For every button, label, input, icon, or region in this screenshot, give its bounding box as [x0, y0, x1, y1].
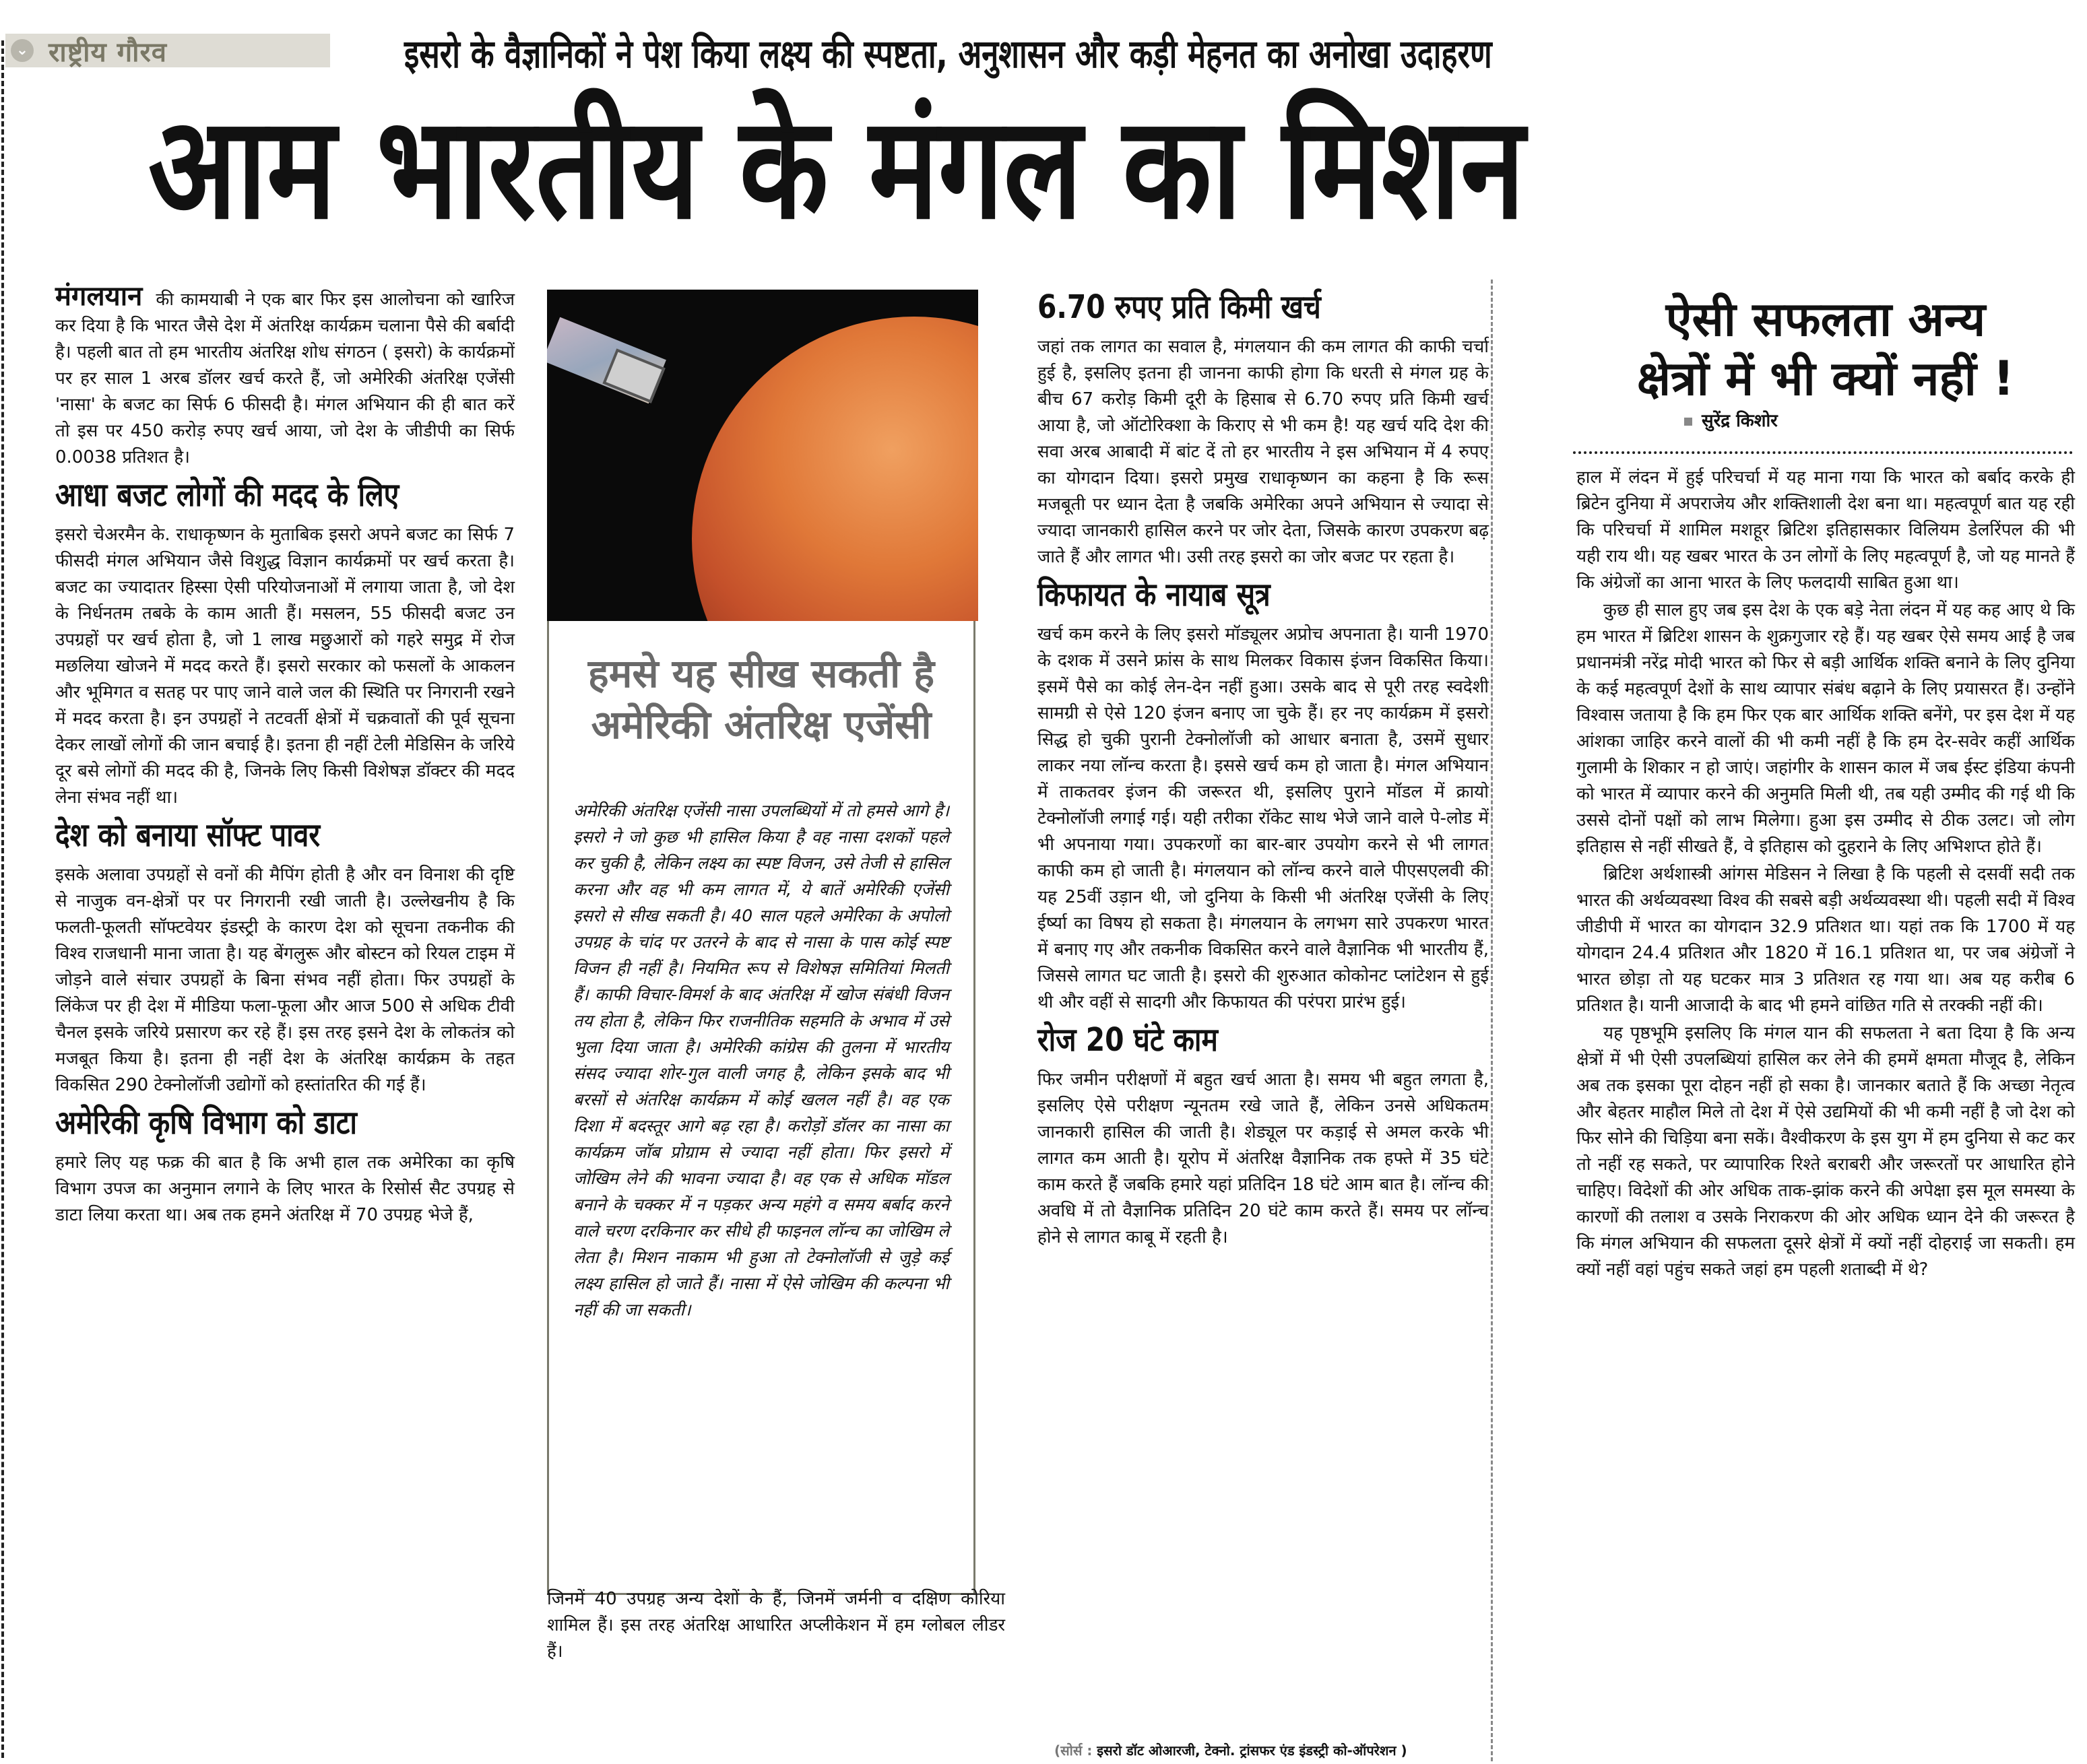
article-column-3: [1037, 283, 1489, 1252]
sidebar-title-line-2: अमेरिकी अंतरिक्ष एजेंसी: [591, 702, 932, 748]
section-body: हमारे लिए यह फक्र की बात है कि अभी हाल तक अमेरिका का कृषि विभाग उपज का अनुमान लगाने के लिए भारत के रिसोर्स सैट उपग्रह से डाटा लिया करता था। अब तक हमने अंतरिक्ष में 70 उपग्रह भेजे हैं,: [55, 1152, 515, 1225]
column-divider: [1491, 280, 1493, 1761]
opinion-title-line-2: क्षेत्रों में भी क्यों नहीं !: [1636, 351, 2015, 406]
section-heading: किफायत के नायाब सूत्र: [1037, 576, 1271, 614]
source-text: इसरो डॉट ओआरजी, टेक्नो. ट्रांसफर एंड इंडस्ट्री को-ऑपरेशन ): [1097, 1742, 1407, 1759]
lead-dropword: मंगलयान: [55, 280, 143, 312]
section-heading: आधा बजट लोगों की मदद के लिए: [55, 476, 399, 514]
opinion-title-line-1: ऐसी सफलता अन्य: [1665, 292, 1986, 347]
source-label: (सोर्स :: [1054, 1742, 1093, 1759]
section-kicker: [5, 34, 330, 67]
section-heading: 6.70 रुपए प्रति किमी खर्च: [1037, 288, 1321, 326]
section-body: फिर जमीन परीक्षणों में बहुत खर्च आता है। समय भी बहुत लगता है, इसलिए ऐसे परीक्षण न्यूनतम रखे जाते हैं, लेकिन उनसे अधिकतम जानकारी हासिल की जाती है। शेड्यूल पर कड़ाई से अमल करके भी लागत कम आती है। यूरोप में अंतरिक्ष वैज्ञानिक तक हफ्ते में 35 घंटे काम करते हैं जबकि हमारे यहां प्रतिदिन 18 घंटे आम बात है। लॉन्च की अवधि में तो वैज्ञानिक प्रतिदिन 20 घंटे काम करते हैं। समय पर लॉन्च होने से लागत काबू में रहती है।: [1037, 1070, 1489, 1247]
page-edge-rule: [1, 40, 4, 1758]
section-heading: देश को बनाया सॉफ्ट पावर: [55, 816, 321, 854]
opinion-paragraph: कुछ ही साल हुए जब इस देश के एक बड़े नेता लंदन में यह कह आए थे कि हम भारत में ब्रिटिश शासन के शुक्रगुजार रहे हैं। यह खबर ऐसे समय आई है जब प्रधानमंत्री नरेंद्र मोदी भारत को फिर से बड़ी आर्थिक शक्ति बनाने के लिए दुनिया के कई महत्वपूर्ण देशों के साथ व्यापार संबंध बढ़ाने के लिए प्रयासरत हैं। उन्होंने विश्वास जताया है कि हम फिर एक बार आर्थिक शक्ति बनेंगे, पर इस देश में यह आंशका जाहिर करने वालों की भी कमी नहीं है कि हम देर-सवेर कहीं आर्थिक गुलामी के शिकार न हो जाएं। जहांगीर के शासन काल में जब ईस्ट इंडिया कंपनी को भारत में व्यापार करने की अनुमति मिली थी, तब यही उम्मीद की गई थी कि उससे दोनों पक्षों को लाभ मिलेगा। हुआ इस उम्मीद से ठीक उलट। जो लोग इतिहास से नहीं सीखते हैं, वे इतिहास को दुहराने के लिए अभिशप्त होते हैं।: [1576, 600, 2075, 857]
sidebar-title-line-1: हमसे यह सीख सकती है: [587, 651, 935, 696]
byline-author: सुरेंद्र किशोर: [1702, 411, 1778, 431]
opinion-paragraph: हाल में लंदन में हुई परिचर्चा में यह माना गया कि भारत को बर्बाद करके ही ब्रिटेन दुनिया में अपराजेय और शक्तिशाली देश बना था। महत्वपूर्ण बात यह रही कि परिचर्चा में शामिल मशहूर ब्रिटिश इतिहासकार विलियम डेलरिंपल की भी यही राय थी। यह खबर भारत के उन लोगों के लिए महत्वपूर्ण है, जो यह मानते हैं कि अंग्रेजों का आना भारत के लिए फलदायी साबित हुआ था।: [1576, 467, 2075, 593]
opinion-paragraph: यह पृष्ठभूमि इसलिए कि मंगल यान की सफलता ने बता दिया है कि अन्य क्षेत्रों में भी ऐसी उपलब्धियां हासिल कर लेने की हममें क्षमता मौजूद है, लेकिन अब तक इसका पूरा दोहन नहीं हो सका है। जानकार बताते हैं कि अच्छा नेतृत्व और बेहतर माहौल मिले तो देश में ऐसे उद्यमियों की भी कमी नहीं है जो देश को फिर सोने की चिड़िया बना सकें। वैश्वीकरण के इस युग में हम दुनिया से कट कर तो नहीं रह सकते, पर व्यापारिक रिश्ते बराबरी और जरूरतों पर आधारित होने चाहिए। विदेशों की ओर अधिक ताक-झांक करने की अपेक्षा इस मूल समस्या के कारणों की तलाश व उसके निराकरण की ओर अधिक ध्यान देने की जरूरत है कि मंगल अभियान की सफलता दूसरे क्षेत्रों में क्यों नहीं दोहराई जा सकती। हम क्यों नहीं वहां पहुंच सकते जहां हम पहली शताब्दी में थे?: [1576, 1023, 2075, 1280]
column-1-continuation: जिनमें 40 उपग्रह अन्य देशों के हैं, जिनमें जर्मनी व दक्षिण कोरिया शामिल हैं। इस तरह अंतरिक्ष आधारित अप्लीकेशन में हम ग्लोबल लीडर हैं।: [547, 1589, 1005, 1662]
byline: [1684, 407, 1778, 432]
lead-text: की कामयाबी ने एक बार फिर इस आलोचना को खारिज कर दिया है कि भारत जैसे देश में अंतरिक्ष कार्यक्रम चलाना पैसे की बर्बादी है। पहली बात तो हम भारतीय अंतरिक्ष शोध संगठन ( इसरो) के कार्यक्रमों पर हर साल 1 अरब डॉलर खर्च करते हैं, जो अमेरिकी अंतरिक्ष एजेंसी 'नासा' के बजट का सिर्फ 6 फीसदी है। मंगल अभियान की ही बात करें तो इस पर 450 करोड़ रुपए खर्च आया, जो देश के जीडीपी का सिर्फ 0.0038 प्रतिशत है।: [55, 290, 515, 467]
section-heading: अमेरिकी कृषि विभाग को डाटा: [55, 1104, 357, 1142]
section-heading: रोज 20 घंटे काम: [1037, 1021, 1218, 1059]
bullet-square-icon: [1684, 418, 1692, 426]
section-body: इसके अलावा उपग्रहों से वनों की मैपिंग होती है और वन विनाश की दृष्टि से नाजुक वन-क्षेत्रों पर पर निगरानी रखी जाती है। उल्लेखनीय है कि फलती-फूलती सॉफ्टवेयर इंडस्ट्री के कारण देश को सूचना तकनीक की विश्व राजधानी माना जाता है। यह बेंगलुरू और बोस्टन को रियल टाइम में जोड़ने वाले संचार उपग्रहों के बिना संभव नहीं होता। फिर उपग्रहों के लिंकेज पर ही देश में मीडिया फला-फूला और आज 500 से अधिक टीवी चैनल इसके जरिये प्रसारण कर रहे हैं। इस तरह इसने देश के लोकतंत्र को मजबूत किया है। इतना ही नहीं देश के अंतरिक्ष कार्यक्रम के तहत विकसित 290 टेक्नोलॉजी उद्योगों को हस्तांतरित की गई हैं।: [55, 865, 515, 1095]
article-column-1: [55, 280, 515, 1230]
opinion-column: [1576, 465, 2075, 1284]
sidebar-body: अमेरिकी अंतरिक्ष एजेंसी नासा उपलब्धियों में तो हमसे आगे है। इसरो ने जो कुछ भी हासिल किया है वह नासा दशकों पहले कर चुकी है, लेकिन लक्ष्य का स्पष्ट विजन, उसे तेजी से हासिल करना और वह भी कम लागत में, ये बातें अमेरिकी एजेंसी इसरो से सीख सकती है। 40 साल पहले अमेरिका के अपोलो उपग्रह के चांद पर उतरने के बाद से नासा के पास कोई स्पष्ट विजन ही नहीं है। नियमित रूप से विशेषज्ञ समितियां मिलती हैं। काफी विचार-विमर्श के बाद अंतरिक्ष में खोज संबंधी विजन तय होता है, लेकिन फिर राजनीतिक सहमति के अभाव में उसे भुला दिया जाता है। अमेरिकी कांग्रेस की तुलना में भारतीय संसद ज्यादा शोर-गुल वाली जगह है, लेकिन इसके बाद भी बरसों से अंतरिक्ष कार्यक्रम में कोई खलल नहीं है। वह एक दिशा में बदस्तूर आगे बढ़ रहा है। करोड़ों डॉलर का नासा का कार्यक्रम जॉब प्रोग्राम से ज्यादा नहीं होता। फिर इसरो में जोखिम लेने की भावना ज्यादा है। वह एक से अधिक मॉडल बनाने के चक्कर में न पड़कर अन्य महंगे व समय बर्बाद करने वाले चरण दरकिनार कर सीधे ही फाइनल लॉन्च का जोखिम ले लेता है। मिशन नाकाम भी हुआ तो टेक्नोलॉजी से जुड़े कई लक्ष्य हासिल हो जाते हैं। नासा में ऐसे जोखिम की कल्पना भी नहीं की जा सकती।: [573, 801, 949, 1319]
dotted-rule: [1573, 451, 2073, 454]
headline: आम भारतीय के मंगल का मिशन: [148, 86, 1525, 251]
chevron-down-icon: ⌄: [11, 39, 34, 62]
subheadline: इसरो के वैज्ञानिकों ने पेश किया लक्ष्य की स्पष्टता, अनुशासन और कड़ी मेहनत का अनोखा उदाहरण: [404, 31, 1492, 77]
section-kicker-label: राष्ट्रीय गौरव: [49, 36, 168, 68]
lead-paragraph: [55, 280, 515, 471]
section-body: इसरो चेअरमैन के. राधाकृष्णन के मुताबिक इसरो अपने बजट का सिर्फ 7 फीसदी मंगल अभियान जैसे विशुद्ध विज्ञान कार्यक्रमों पर खर्च करता है। बजट का ज्यादातर हिस्सा ऐसी परियोजनाओं में लगाया जाता है, जो देश के निर्धनतम तबके के काम आती हैं। मसलन, 55 फीसदी बजट उन उपग्रहों पर खर्च होता है, जो 1 लाख मछुआरों को गहरे समुद्र में रोज मछलिया खोजने में मदद करते हैं। इसरो सरकार को फसलों के आकलन और भूमिगत व सतह पर पाए जाने वाले जल की स्थिति पर निगरानी रखने में मदद करता है। इन उपग्रहों ने तटवर्ती क्षेत्रों में चक्रवातों की पूर्व सूचना देकर लाखों लोगों की जान बचाई है। इतना ही नहीं टेली मेडिसिन के जरिये दूर बसे लोगों की मदद की है, जिनके लिए किसी विशेषज्ञ डॉक्टर की मदद लेना संभव नहीं था।: [55, 525, 515, 808]
opinion-title: [1590, 290, 2061, 408]
mars-photo: [547, 290, 978, 621]
section-body: खर्च कम करने के लिए इसरो मॉड्यूलर अप्रोच अपनाता है। यानी 1970 के दशक में उसने फ्रांस के साथ मिलकर विकास इंजन विकसित किया। इसमें पैसे का कोई लेन-देन नहीं हुआ। उसके बाद से पूरी तरह स्वदेशी सामग्री से ऐसे 120 इंजन बनाए जा चुके हैं। हर नए कार्यक्रम में इसरो सिद्ध हो चुकी पुरानी टेक्नोलॉजी को आधार बनाता है, उसमें सुधार लाकर नया लॉन्च करता है। इससे खर्च कम हो जाता है। मंगल अभियान में ताकतवर इंजन की जरूरत थी, इसलिए पुराने मॉडल में क्रायो टेक्नोलॉजी लगाई गई। यही तरीका रॉकेट साथ भेजे जाने वाले पे-लोड में भी अपनाया गया। उपकरणों का बार-बार उपयोग करने से भी लागत काफी कम हो जाती है। मंगलयान को लॉन्च करने वाले पीएसएलवी की यह 25वीं उड़ान थी, जो दुनिया के किसी भी अंतरिक्ष एजेंसी के लिए ईर्ष्या का विषय हो सकता है। मंगलयान के लगभग सारे उपकरण भारत में बनाए गए और तकनीक विकसित करने वाले वैज्ञानिक भी भारतीय हैं, जिससे लागत घट जाती है। इसरो की शुरुआत कोकोनट प्लांटेशन से हुई थी और वहीं से सादगी और किफायत की परंपरा प्रारंभ हुई।: [1037, 624, 1489, 1012]
opinion-paragraph: ब्रिटिश अर्थशास्त्री आंगस मेडिसन ने लिखा है कि पहली से दसवीं सदी तक भारत की अर्थव्यवस्था विश्व की सबसे बड़ी अर्थव्यवस्था थी। पहली सदी में विश्व जीडीपी में भारत का योगदान 32.9 प्रतिशत था। यहां तक कि 1700 में यह योगदान 24.4 प्रतिशत और 1820 में 16.1 प्रतिशत था, पर जब अंग्रेजों ने भारत छोड़ा तो यह घटकर मात्र 3 प्रतिशत रह गया था। अब यह करीब 6 प्रतिशत है। यानी आजादी के बाद भी हमने वांछित गति से तरक्की नहीं की।: [1576, 864, 2075, 1016]
mars-planet-image: [692, 317, 978, 621]
sidebar-box: [547, 621, 975, 1595]
source-credit: [1054, 1741, 1407, 1759]
sidebar-title: [549, 648, 973, 750]
section-body: जहां तक लागत का सवाल है, मंगलयान की कम लागत की काफी चर्चा हुई है, इसलिए इतना ही जानना काफी होगा कि धरती से मंगल ग्रह के बीच 67 करोड़ किमी दूरी के हिसाब से 6.70 रुपए प्रति किमी खर्च आया है, जो ऑटोरिक्शा के किराए से भी कम है! यह खर्च यदि देश की सवा अरब आबादी में बांट दें तो हर भारतीय ने इस अभियान में 4 रुपए का योगदान दिया। इसरो प्रमुख राधाकृष्णन का कहना है कि रूस मजबूती पर ध्यान देता है जबकि अमेरिका अपने अभियान से ज्यादा से ज्यादा जानकारी हासिल करने पर जोर देता, जिसके कारण उपकरण बढ़ जाते हैं और लागत भी। उसी तरह इसरो का जोर बजट पर रहता है।: [1037, 337, 1489, 567]
